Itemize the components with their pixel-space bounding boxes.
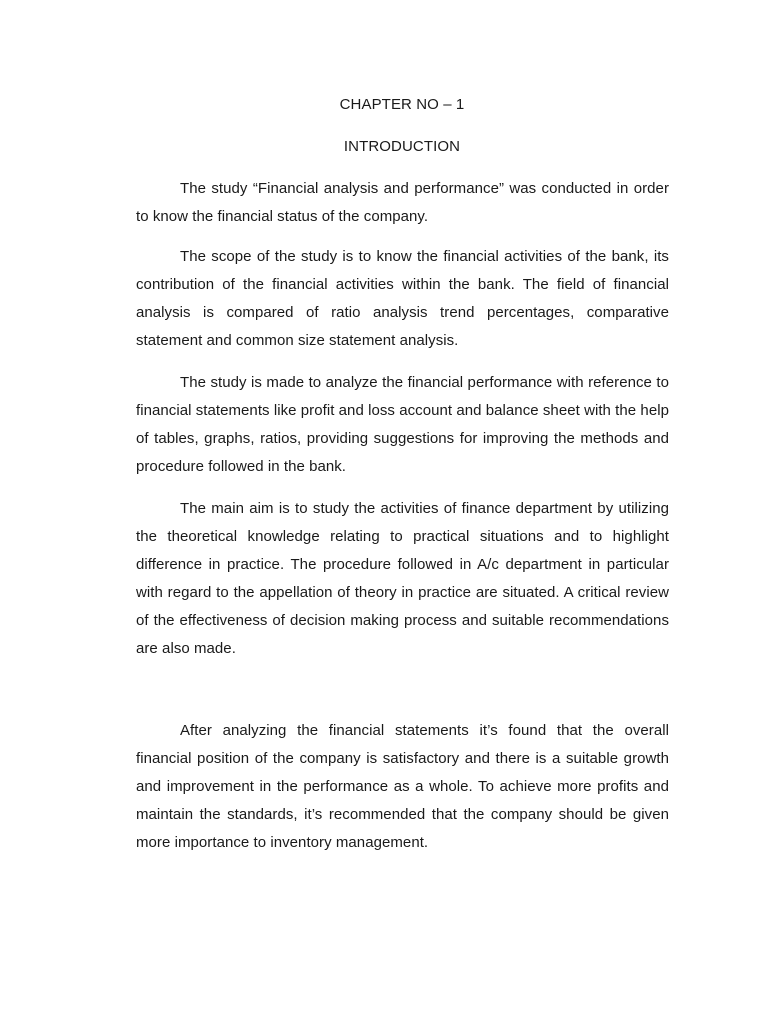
paragraph-conclusion: After analyzing the financial statements it’s found that the overall financial position of the company is satisfactory and there is a suitable growth and improvement in the performance as a whole. To achieve more profits and maintain the standards, it’s recommended that the company should be given more importance to inventory management. [136, 722, 669, 851]
paragraph-scope: The scope of the study is to know the financial activities of the bank, its contribution of the financial activities within the bank. The field of financial analysis is compared of ratio analysis trend percentages, comparative statement and common size statement analysis. [136, 248, 669, 349]
section-heading: INTRODUCTION [343, 138, 461, 155]
paragraph-main-aim: The main aim is to study the activities of finance department by utilizing the theoretical knowledge relating to practical situations and to highlight difference in practice. The procedure followed in A/c department in particular with regard to the appellation of theory in practice are situated. A critical review of the effectiveness of decision making process and suitable recommendations are also made. [136, 500, 669, 657]
paragraph-method: The study is made to analyze the financial performance with reference to financial statements like profit and loss account and balance sheet with the help of tables, graphs, ratios, providing suggestions for improving the methods and procedure followed in the bank. [136, 374, 669, 475]
paragraph-study-purpose: The study “Financial analysis and performance” was conducted in order to know the financial status of the company. [136, 180, 669, 225]
chapter-heading: CHAPTER NO – 1 [339, 96, 465, 113]
